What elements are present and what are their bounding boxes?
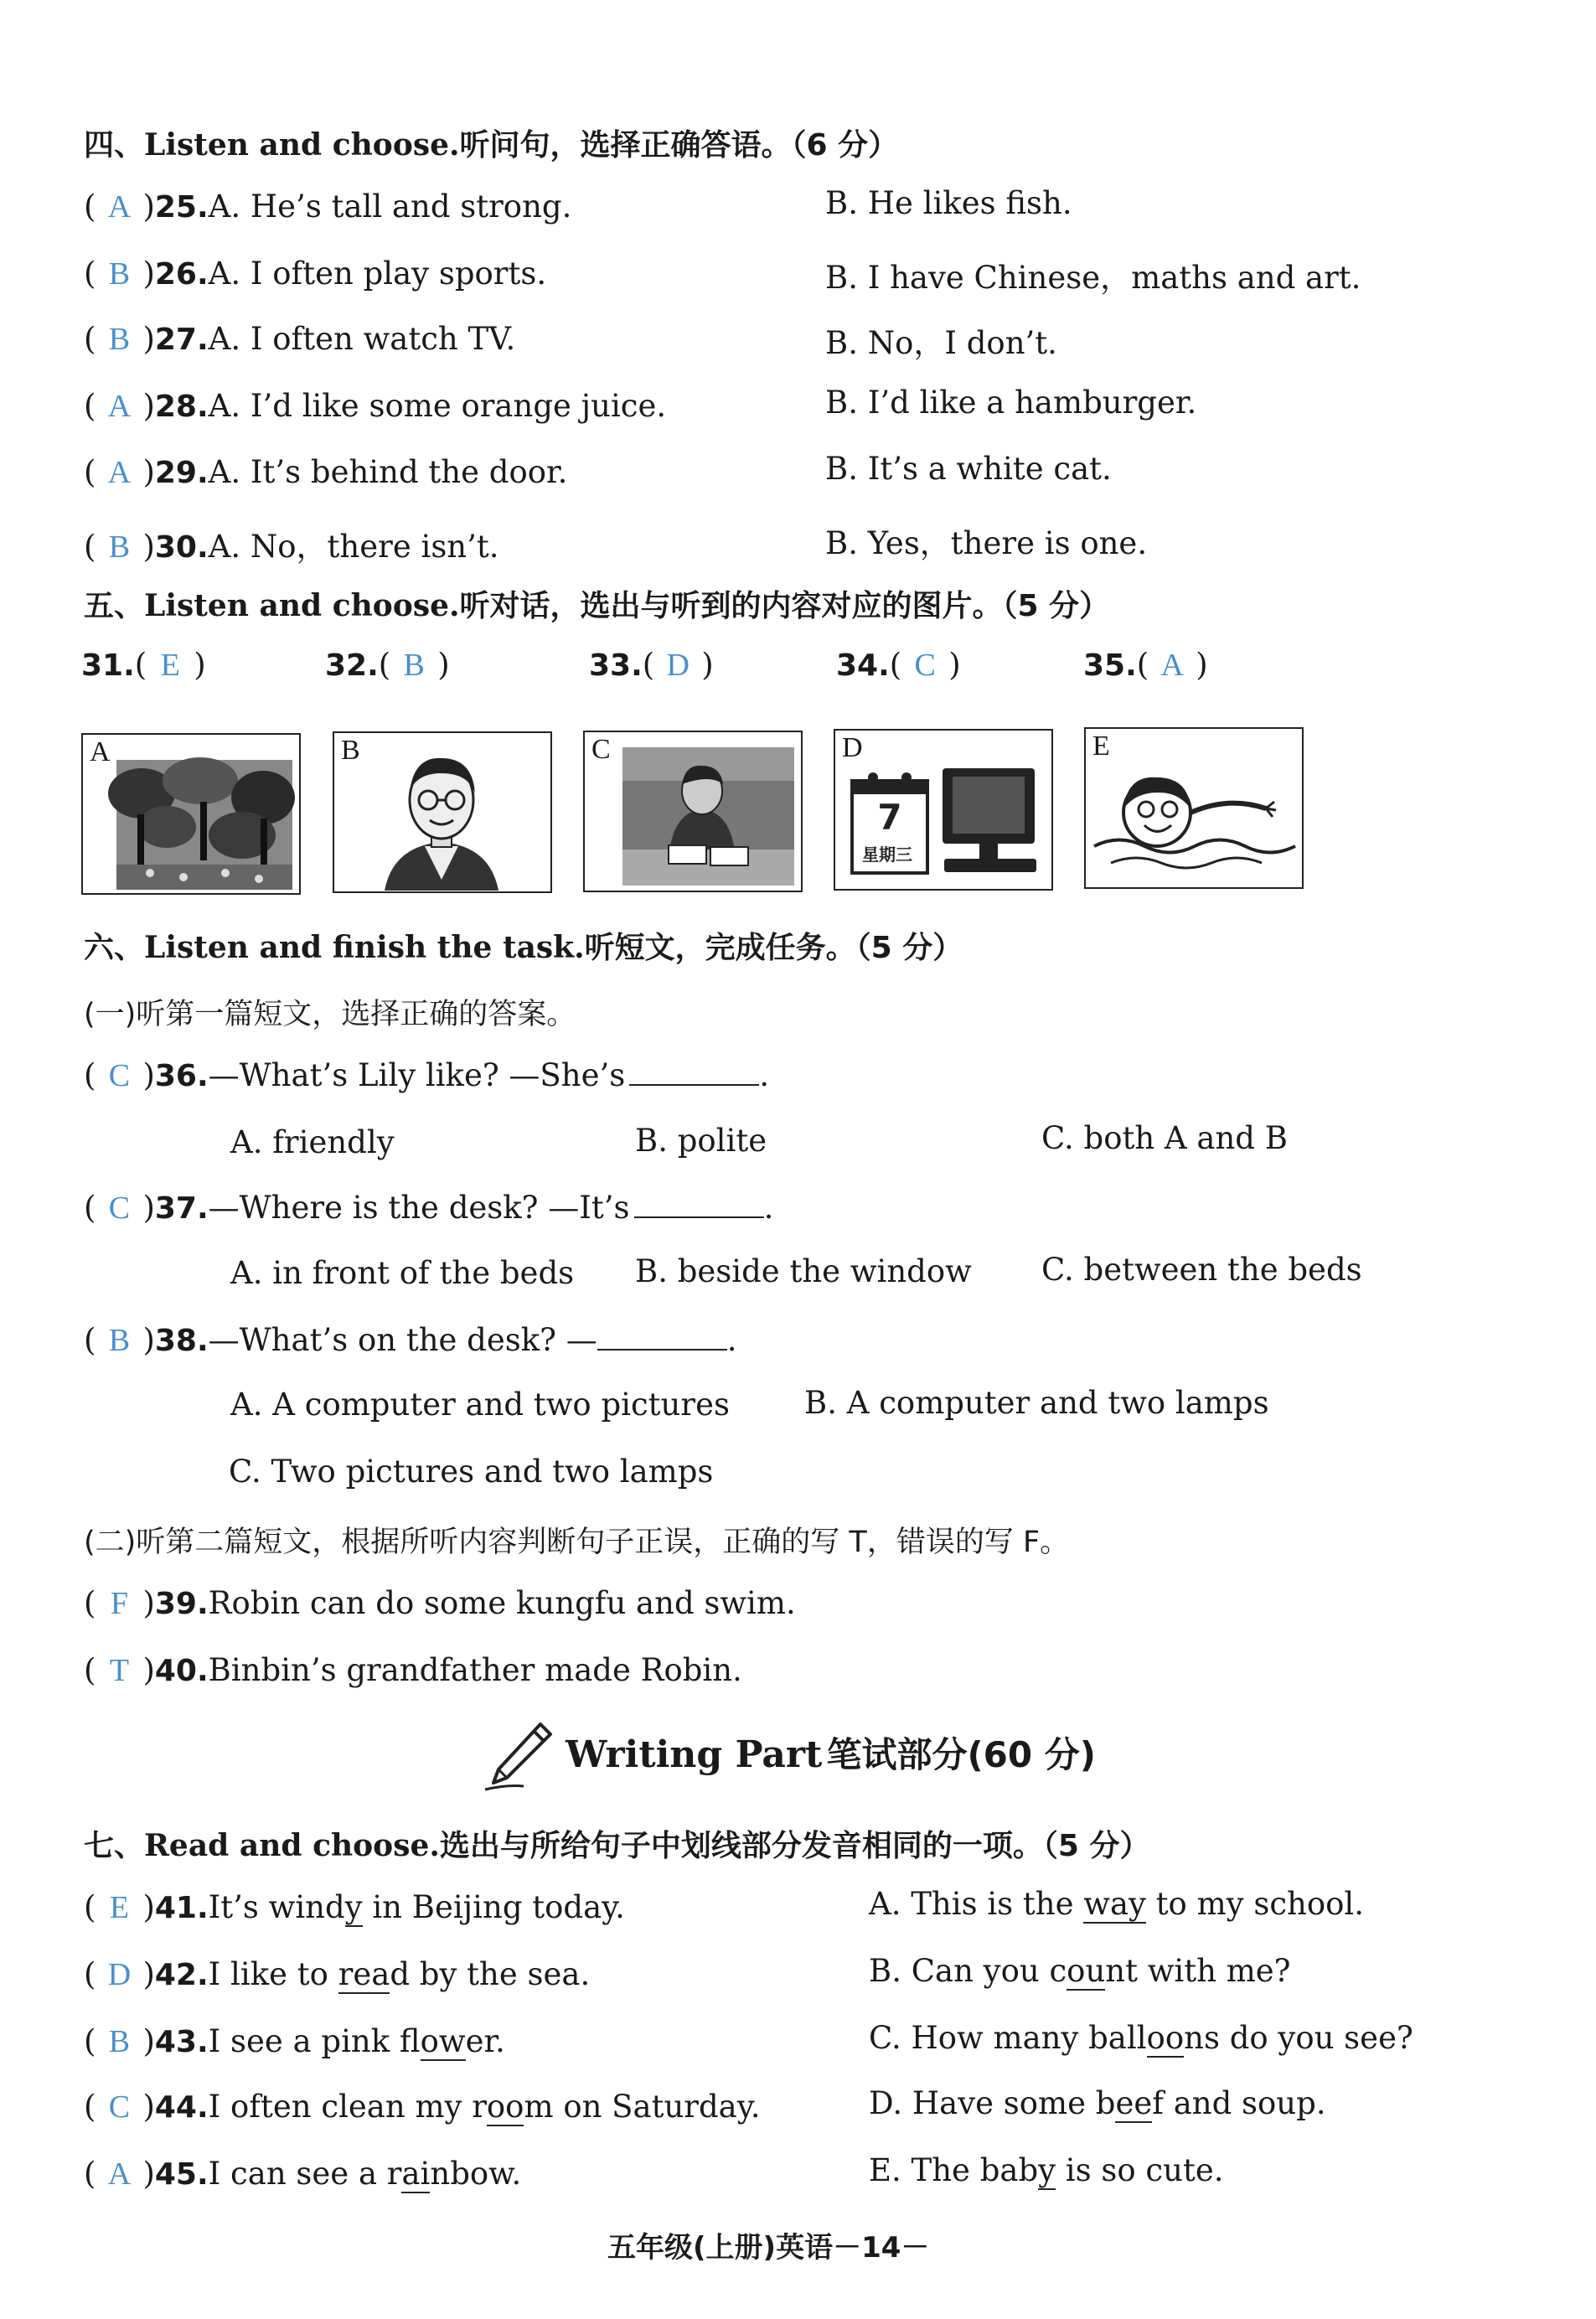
answer-35: 35.( A ) bbox=[1083, 647, 1208, 683]
option-b: B. It’s a white cat. bbox=[825, 451, 1112, 487]
boy-at-desk-icon bbox=[585, 732, 800, 890]
section-5-title: 五、Listen and choose.听对话，选出与听到的内容对应的图片。（5 分） bbox=[84, 588, 1110, 623]
option-a: A. It’s behind the door. bbox=[208, 454, 568, 490]
picture-e bbox=[1084, 727, 1304, 889]
question-number: 43. bbox=[154, 2025, 209, 2059]
question-number: 30. bbox=[154, 530, 209, 565]
question-37: ( C )37.—Where is the desk? —It’s . bbox=[84, 1190, 774, 1226]
sound-option: A. This is the way to my school. bbox=[869, 1886, 1365, 1922]
sound-option: D. Have some beef and soup. bbox=[869, 2085, 1326, 2121]
question-29: ( A )29.A. It’s behind the door. bbox=[84, 454, 568, 490]
option-38-a: A. A computer and two pictures bbox=[230, 1387, 730, 1423]
answer-mark: C bbox=[108, 2089, 131, 2125]
question-45: ( A )45.I can see a rainbow. bbox=[84, 2156, 522, 2192]
underlined-sound: oo bbox=[1146, 2020, 1185, 2056]
question-number: 26. bbox=[154, 257, 209, 292]
section-7-title: 七、Read and choose.选出与所给句子中划线部分发音相同的一项。（5 分） bbox=[84, 1828, 1150, 1863]
picture-label: A bbox=[90, 736, 111, 767]
option-37-c: C. between the beds bbox=[1041, 1252, 1362, 1288]
underlined-sound: rea bbox=[338, 1956, 390, 1992]
underlined-sound: y bbox=[344, 1889, 363, 1925]
option-36-b: B. polite bbox=[635, 1123, 767, 1159]
question-number: 28. bbox=[154, 390, 209, 424]
answer-34: 34.( C ) bbox=[836, 647, 961, 683]
picture-label: E bbox=[1092, 731, 1110, 762]
underlined-sound: oo bbox=[486, 2089, 524, 2125]
option-b: B. No，I don’t. bbox=[825, 325, 1057, 361]
question-42: ( D )42.I like to read by the sea. bbox=[84, 1956, 591, 1992]
question-number: 44. bbox=[154, 2090, 209, 2125]
picture-label: B bbox=[341, 735, 360, 766]
question-number: 25. bbox=[154, 190, 209, 225]
section-6-part-1: (一)听第一篇短文，选择正确的答案。 bbox=[84, 998, 576, 1031]
picture-d bbox=[834, 729, 1053, 891]
question-number: 42. bbox=[154, 1958, 209, 1992]
page-footer: 五年级(上册)英语－14－ bbox=[607, 2231, 930, 2265]
trees-scene-icon bbox=[83, 735, 298, 892]
question-26: ( B )26.A. I often play sports. bbox=[84, 256, 547, 292]
picture-b bbox=[333, 731, 552, 893]
answer-mark: B bbox=[108, 2024, 131, 2059]
answer-mark: B bbox=[108, 256, 131, 292]
answer-mark: A bbox=[107, 189, 132, 225]
swimming-boy-icon bbox=[1086, 729, 1301, 886]
answer-mark: B bbox=[108, 529, 131, 565]
option-37-b: B. beside the window bbox=[635, 1253, 972, 1289]
option-36-a: A. friendly bbox=[230, 1124, 395, 1160]
answer-33: 33.( D ) bbox=[589, 647, 714, 683]
question-39: ( F )39.Robin can do some kungfu and swim. bbox=[84, 1585, 796, 1621]
picture-label: C bbox=[591, 734, 611, 765]
underlined-sound: ee bbox=[1115, 2085, 1153, 2121]
question-30: ( B )30.A. No，there isn’t. bbox=[84, 529, 499, 565]
calendar-weekday: 星期三 bbox=[862, 844, 912, 865]
picture-a bbox=[81, 733, 301, 895]
question-44: ( C )44.I often clean my room on Saturday. bbox=[84, 2089, 761, 2125]
option-b: B. He likes fish. bbox=[825, 185, 1072, 221]
answer-31: 31.( E ) bbox=[81, 647, 206, 683]
option-a: A. He’s tall and strong. bbox=[208, 189, 572, 225]
question-number: 45. bbox=[154, 2157, 209, 2192]
question-40: ( T )40.Binbin’s grandfather made Robin. bbox=[84, 1652, 742, 1688]
underlined-sound: y bbox=[1038, 2152, 1056, 2188]
underlined-sound: ai bbox=[401, 2156, 431, 2192]
option-b: B. I’d like a hamburger. bbox=[825, 385, 1197, 421]
section-6-part-2: (二)听第二篇短文，根据所听内容判断句子正误，正确的写 T，错误的写 F。 bbox=[84, 1526, 1070, 1559]
question-36: ( C )36.—What’s Lily like? —She’s . bbox=[84, 1057, 770, 1093]
answer-mark: E bbox=[109, 1890, 130, 1925]
question-number: 27. bbox=[154, 323, 209, 357]
calendar-day: 7 bbox=[877, 797, 902, 838]
option-b: B. Yes，there is one. bbox=[825, 525, 1148, 561]
option-a: A. I’d like some orange juice. bbox=[208, 388, 667, 424]
pencil-icon bbox=[482, 1717, 557, 1793]
question-38: ( B )38.—What’s on the desk? — . bbox=[84, 1322, 737, 1358]
option-a: A. I often play sports. bbox=[208, 256, 547, 292]
underlined-sound: ou bbox=[1067, 1953, 1106, 1989]
sound-option: B. Can you count with me? bbox=[869, 1953, 1291, 1989]
picture-c bbox=[583, 731, 803, 892]
man-with-glasses-icon bbox=[334, 733, 550, 891]
calendar-computer-icon bbox=[835, 731, 1051, 888]
option-37-a: A. in front of the beds bbox=[230, 1255, 575, 1291]
section-6-title: 六、Listen and finish the task.听短文，完成任务。（5 分） bbox=[84, 930, 963, 965]
underlined-sound: way bbox=[1083, 1886, 1146, 1922]
answer-32: 32.( B ) bbox=[325, 647, 450, 683]
picture-label: D bbox=[842, 732, 863, 763]
option-b: B. I have Chinese，maths and art. bbox=[825, 260, 1361, 296]
answer-mark: A bbox=[107, 2156, 132, 2192]
writing-part-heading: Writing Part 笔试部分(60 分) bbox=[566, 1733, 1096, 1776]
question-43: ( B )43.I see a pink flower. bbox=[84, 2023, 505, 2059]
question-27: ( B )27.A. I often watch TV. bbox=[84, 321, 516, 357]
question-28: ( A )28.A. I’d like some orange juice. bbox=[84, 388, 667, 424]
answer-mark: B bbox=[108, 322, 131, 357]
option-38-c: C. Two pictures and two lamps bbox=[229, 1454, 714, 1490]
underlined-sound: ow bbox=[420, 2023, 466, 2059]
answer-mark: A bbox=[107, 455, 132, 490]
option-a: A. I often watch TV. bbox=[208, 321, 516, 357]
option-36-c: C. both A and B bbox=[1041, 1120, 1288, 1156]
question-number: 41. bbox=[154, 1891, 209, 1925]
answer-mark: D bbox=[107, 1957, 132, 1992]
option-38-b: B. A computer and two lamps bbox=[804, 1385, 1269, 1421]
sound-option: C. How many balloons do you see? bbox=[869, 2020, 1413, 2056]
question-25: ( A )25.A. He’s tall and strong. bbox=[84, 189, 572, 225]
section-4-title: 四、Listen and choose.听问句，选择正确答语。（6 分） bbox=[84, 127, 899, 163]
option-a: A. No，there isn’t. bbox=[208, 529, 499, 565]
sound-option: E. The baby is so cute. bbox=[869, 2152, 1224, 2188]
answer-mark: A bbox=[107, 389, 132, 424]
question-41: ( E )41.It’s windy in Beijing today. bbox=[84, 1889, 625, 1925]
question-number: 29. bbox=[154, 456, 209, 490]
